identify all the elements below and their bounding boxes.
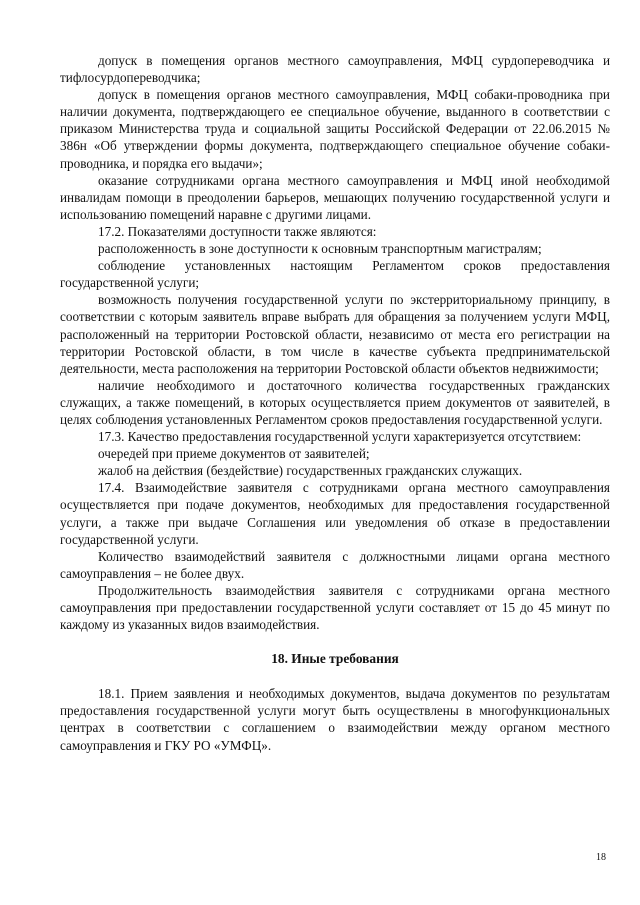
- paragraph: оказание сотрудниками органа местного самоуправления и МФЦ иной необходимой инвалидам помощи в преодолении барьеров, мешающих получению государственной услуги и использованию помещений наравне с другими лицами.: [60, 172, 610, 222]
- paragraph: 17.2. Показателями доступности также являются:: [98, 223, 377, 239]
- page-body: [60, 52, 610, 754]
- paragraph: очередей при приеме документов от заявителей;: [98, 446, 370, 462]
- paragraph: расположенность в зоне доступности к основным транспортным магистралям;: [98, 241, 542, 257]
- paragraph: допуск в помещения органов местного самоуправления, МФЦ собаки-проводника при наличии документа, подтверждающего ее специальное обучение, выданного в соответствии с приказом Министерства труда и социальной защиты Российской Федерации от 22.06.2015 № 386н «Об утверждении формы документа, подтверждающего специальное обучение собаки-проводника, и порядка его выдачи»;: [60, 87, 610, 171]
- paragraph: Количество взаимодействий заявителя с должностными лицами органа местного самоуправления – не более двух.: [60, 548, 610, 581]
- paragraph: жалоб на действия (бездействие) государственных гражданских служащих.: [98, 463, 523, 479]
- paragraph: 18.1. Прием заявления и необходимых документов, выдача документов по результатам предоставления государственной услуги могут быть осуществлены в многофункциональных центрах в соответствии с соглашением о взаимодействии между органом местного самоуправления и ГКУ РО «УМФЦ».: [60, 686, 610, 753]
- paragraph: возможность получения государственной услуги по экстерриториальному принципу, в соответствии с которым заявитель вправе выбрать для обращения за получением услуги МФЦ, расположенный на территории Ростовской области, независимо от места его регистрации на территории Ростовской области, в том числе в качестве субъекта предпринимательской деятельности, места расположения на территории Ростовской области объектов недвижимости;: [60, 292, 610, 376]
- paragraph: допуск в помещения органов местного самоуправления, МФЦ сурдопереводчика и тифлосурдопереводчика;: [60, 53, 610, 86]
- paragraph: наличие необходимого и достаточного количества государственных гражданских служащих, а также помещений, в которых осуществляется прием документов от заявителей, в целях соблюдения установленных Регламентом сроков предоставления государственной услуги.: [60, 377, 610, 427]
- paragraph: 17.4. Взаимодействие заявителя с сотрудниками органа местного самоуправления осуществляется при подаче документов, необходимых для предоставления государственной услуги, а также при выдаче Соглашения или уведомления об отказе в предоставлении государственной услуги.: [60, 480, 610, 547]
- section-heading: 18. Иные требования: [271, 651, 399, 667]
- paragraph: Продолжительность взаимодействия заявителя с сотрудниками органа местного самоуправления при предоставлении государственной услуги составляет от 15 до 45 минут по каждому из указанных видов взаимодействия.: [60, 582, 610, 633]
- page-number: 18: [596, 852, 606, 863]
- paragraph: соблюдение установленных настоящим Регламентом сроков предоставления государственной услуги;: [60, 258, 610, 291]
- paragraph: 17.3. Качество предоставления государственной услуги характеризуется отсутствием:: [98, 429, 582, 445]
